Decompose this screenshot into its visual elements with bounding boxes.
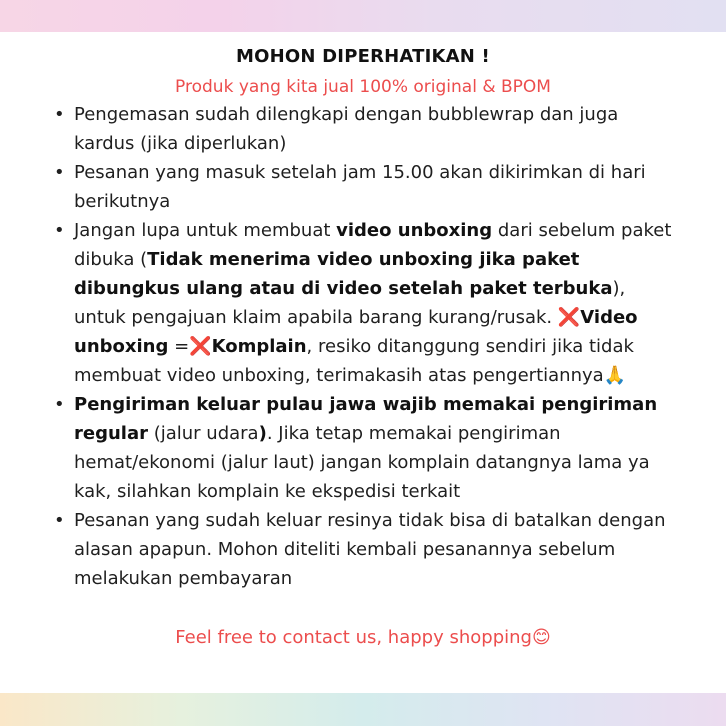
item-text: dari sebelum paket dibuka ( bbox=[74, 220, 672, 270]
item-bold-text: Tidak menerima video unboxing jika paket dibungkus ulang atau di video setelah paket terbuka bbox=[74, 249, 613, 299]
list-item bbox=[52, 100, 682, 158]
list-item bbox=[52, 506, 682, 593]
list-item bbox=[52, 390, 682, 506]
notice-subheading: Produk yang kita jual 100% original & BPOM bbox=[175, 77, 551, 97]
item-bold-text: Video unboxing bbox=[74, 307, 638, 357]
item-text: , resiko ditanggung sendiri jika tidak membuat video unboxing, terimakasih atas pengertiannya bbox=[74, 336, 634, 386]
footer-text: Feel free to contact us, happy shopping bbox=[175, 627, 532, 648]
item-text: (jalur udara bbox=[147, 423, 259, 444]
cross-mark-icon: ❌ bbox=[557, 307, 581, 328]
folded-hands-icon: 🙏 bbox=[603, 365, 627, 386]
bottom-gradient-band bbox=[0, 693, 726, 726]
bullet-icon: • bbox=[54, 220, 65, 241]
item-bold-text: video unboxing bbox=[336, 220, 493, 241]
list-item bbox=[52, 216, 682, 390]
top-gradient-band bbox=[0, 0, 726, 32]
item-text: Jangan lupa untuk membuat bbox=[74, 220, 337, 241]
list-item bbox=[52, 158, 682, 216]
item-bold-text: ) bbox=[258, 423, 267, 444]
notice-list bbox=[52, 100, 682, 593]
item-text: Pesanan yang sudah keluar resinya tidak bisa di batalkan dengan alasan apapun. Mohon diteliti kembali pesanannya sebelum melakukan pembayaran bbox=[74, 510, 666, 589]
item-text: Pengemasan sudah dilengkapi dengan bubblewrap dan juga kardus (jika diperlukan) bbox=[74, 104, 619, 154]
bullet-icon: • bbox=[54, 510, 65, 531]
bullet-icon: • bbox=[54, 394, 65, 415]
notice-footer bbox=[0, 627, 726, 648]
item-text: Pesanan yang masuk setelah jam 15.00 akan dikirimkan di hari berikutnya bbox=[74, 162, 646, 212]
smiling-face-icon: 😊 bbox=[531, 627, 551, 648]
item-text: ), untuk pengajuan klaim apabila barang kurang/rusak. bbox=[74, 278, 626, 328]
item-text: . Jika tetap memakai pengiriman hemat/ekonomi (jalur laut) jangan komplain datangnya lama ya kak, silahkan komplain ke ekspedisi terkait bbox=[74, 423, 650, 502]
item-bold-text: Pengiriman keluar pulau jawa wajib memakai pengiriman regular bbox=[74, 394, 658, 444]
notice-heading: MOHON DIPERHATIKAN ! bbox=[236, 46, 490, 67]
cross-mark-icon: ❌ bbox=[189, 336, 212, 357]
item-bold-text: Komplain bbox=[211, 336, 307, 357]
bullet-icon: • bbox=[54, 162, 65, 183]
item-text: = bbox=[168, 336, 190, 357]
bullet-icon: • bbox=[54, 104, 65, 125]
